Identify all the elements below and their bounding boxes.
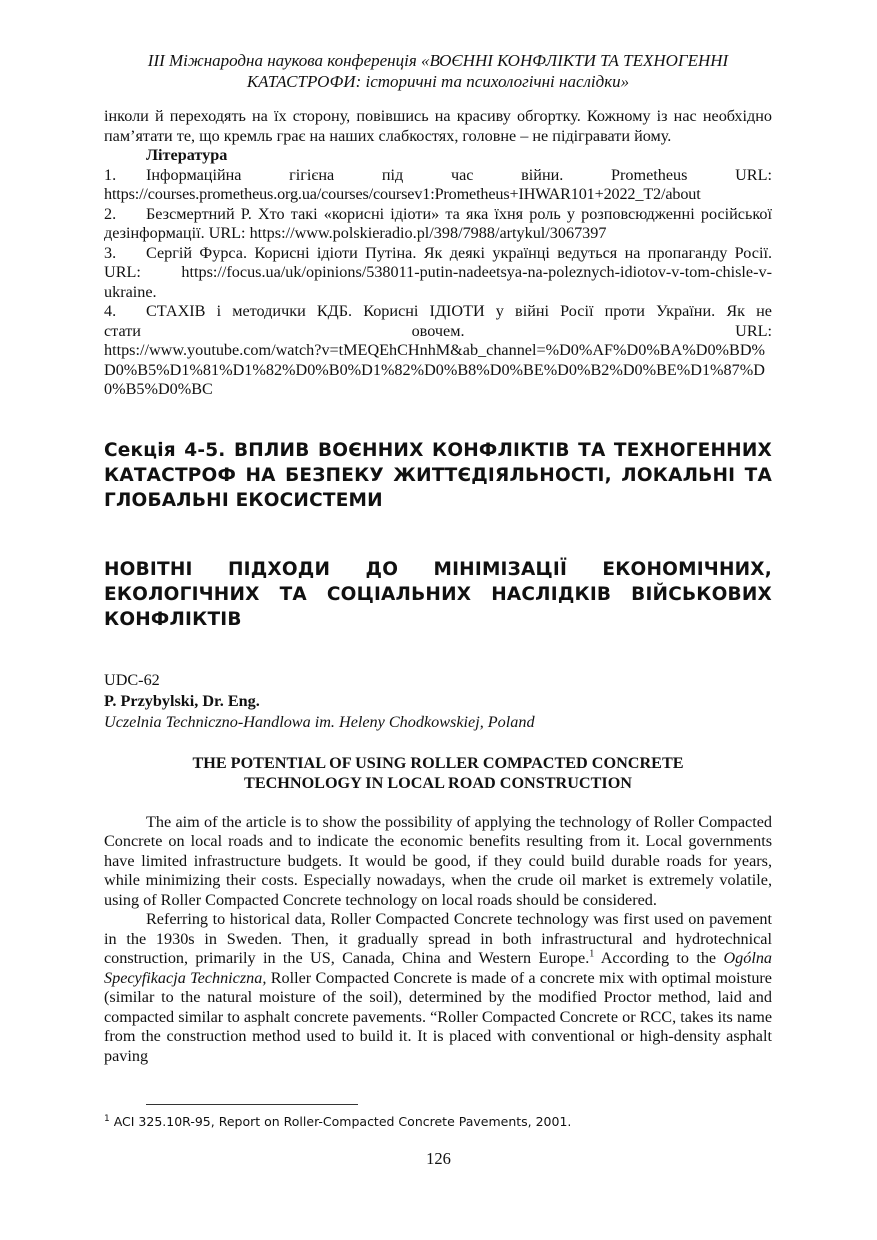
reference-text: СТАХІВ і методички КДБ. Корисні ІДІОТИ у війні Росії проти України. Як не xyxy=(146,302,772,320)
footnote xyxy=(104,1114,571,1130)
reference-text: стати овочем. URL: xyxy=(104,321,772,340)
running-header xyxy=(104,50,772,92)
intro-paragraph: інколи й переходять на їх сторону, повівшись на красиву обгортку. Кожному із нас необхідно пам’ятати те, що кремль грає на наших слабкостях, головне – не підігравати йому. xyxy=(104,107,772,145)
reference-list xyxy=(104,166,772,400)
literature-heading: Література xyxy=(146,146,228,164)
subsection-title xyxy=(104,557,772,632)
author-name: P. Przybylski, Dr. Eng. xyxy=(104,691,260,710)
subsection-title-line: ЕКОЛОГІЧНИХ ТА СОЦІАЛЬНИХ НАСЛІДКІВ ВІЙСЬКОВИХ xyxy=(104,583,772,605)
reference-number: 2. xyxy=(104,204,117,223)
article-title xyxy=(104,753,772,793)
reference-item xyxy=(104,205,772,244)
reference-number: 3. xyxy=(104,243,117,262)
section-title xyxy=(104,438,772,513)
article-title-line: THE POTENTIAL OF USING ROLLER COMPACTED CONCRETE xyxy=(192,753,684,772)
article-meta xyxy=(104,670,772,733)
footnote-marker: 1 xyxy=(104,1113,110,1124)
section-title-line: ГЛОБАЛЬНІ ЕКОСИСТЕМИ xyxy=(104,489,383,511)
footnote-divider xyxy=(146,1104,358,1105)
reference-item xyxy=(104,244,772,303)
page-number: 126 xyxy=(426,1149,451,1168)
udc-code: UDC-62 xyxy=(104,670,160,689)
reference-text: Безсмертний Р. Хто такі «корисні ідіоти» та яка їхня роль у розповсюдженні російської дезінформації. URL: https://www.polskieradio.pl/398/7988/artykul/3067397 xyxy=(104,204,772,242)
reference-url[interactable]: https://www.youtube.com/watch?v=tMEQEhCHnhM&ab_channel=%D0%AF%D0%BA%D0%BD%D0%B5%D1%81%D1%82%D0%B0%D1%82%D0%B8%D0%BE%D0%B2%D0%BE%D1%87%D0%B5%D0%BC xyxy=(104,341,766,398)
reference-item xyxy=(104,302,772,400)
page-content xyxy=(104,50,772,1066)
header-line-2: КАТАСТРОФИ: історичні та психологічні наслідки» xyxy=(246,72,630,91)
footnote-reference[interactable]: 1 xyxy=(589,948,595,960)
body-paragraph xyxy=(104,910,772,1066)
reference-number: 4. xyxy=(104,302,117,320)
section-title-line: Секція 4-5. ВПЛИВ ВОЄННИХ КОНФЛІКТІВ ТА ТЕХНОГЕННИХ xyxy=(104,439,772,461)
section-title-line: КАТАСТРОФ НА БЕЗПЕКУ ЖИТТЄДІЯЛЬНОСТІ, ЛОКАЛЬНІ ТА xyxy=(104,464,772,486)
reference-text: Сергій Фурса. Корисні ідіоти Путіна. Як деякі українці ведуться на пропаганду Росії. URL: https://focus.ua/uk/opinions/538011-putin-nadeetsya-na-poleznych-idiotov-v-tom-chisle-v-ukraine. xyxy=(104,243,772,301)
subsection-title-line: КОНФЛІКТІВ xyxy=(104,608,242,630)
footnote-text: ACI 325.10R-95, Report on Roller-Compacted Concrete Pavements, 2001. xyxy=(109,1114,572,1129)
body-text-span: Roller Compacted Concrete is made of a concrete mix with optimal moisture (similar to the natural moisture of the soil), determined by the modified Proctor method, laid and compacted similar to asphalt concrete pavements. “Roller Compacted Concrete or RCC, takes its name from the construction method used to build it. It is placed with conventional or high-density asphalt paving xyxy=(104,968,772,1065)
article-title-line: TECHNOLOGY IN LOCAL ROAD CONSTRUCTION xyxy=(244,773,632,792)
reference-text: Інформаційна гігієна під час війни. Prometheus URL: xyxy=(146,165,772,184)
reference-url[interactable]: https://courses.prometheus.org.ua/courses/coursev1:Prometheus+IHWAR101+2022_T2/about xyxy=(104,185,701,203)
body-text-span: Referring to historical data, Roller Compacted Concrete technology was first used on pavement in the 1930s in Sweden. Then, it gradually spread in both infrastructural and hydrotechnical construction, primarily in the US, Canada, China and Western Europe. xyxy=(104,910,772,967)
author-affiliation: Uczelnia Techniczno-Handlowa im. Heleny Chodkowskiej, Poland xyxy=(104,712,535,731)
body-paragraph: The aim of the article is to show the possibility of applying the technology of Roller Compacted Concrete on local roads and to indicate the economic benefits resulting from it. Local governments have limited infrastructure budgets. It would be good, if they could build durable roads for years, while minimizing their costs. Especially nowadays, when the crude oil market is extremely volatile, using of Roller Compacted Concrete technology on local roads should be considered. xyxy=(104,812,772,909)
article-body xyxy=(104,813,772,1067)
header-line-1: ІІІ Міжнародна наукова конференція «ВОЄННІ КОНФЛІКТИ ТА ТЕХНОГЕННІ xyxy=(147,51,729,70)
body-text-span: According to the xyxy=(594,949,724,967)
reference-item xyxy=(104,166,772,205)
subsection-title-line: НОВІТНІ ПІДХОДИ ДО МІНІМІЗАЦІЇ ЕКОНОМІЧНИХ, xyxy=(104,558,772,580)
italic-term: Ogólna Specyfikacja Techniczna, xyxy=(104,949,772,987)
reference-number: 1. xyxy=(104,165,117,184)
